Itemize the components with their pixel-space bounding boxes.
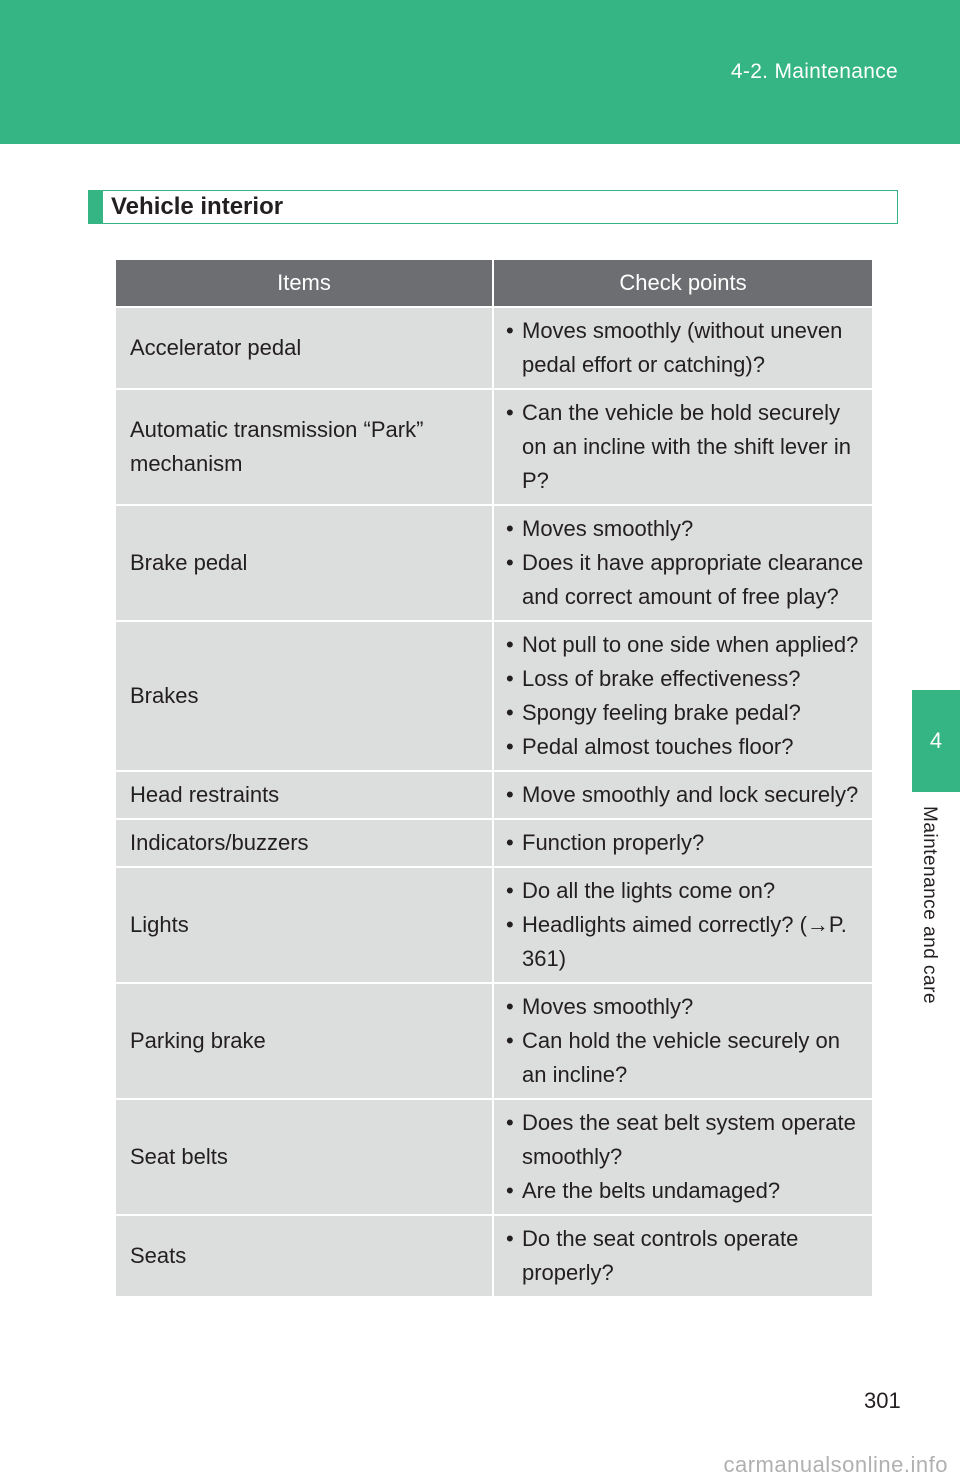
table-row	[116, 389, 872, 505]
item-cell: Parking brake	[116, 983, 493, 1099]
check-point: • Loss of brake effectiveness?	[506, 662, 866, 696]
table-row	[116, 819, 872, 867]
item-cell: Lights	[116, 867, 493, 983]
check-point: • Move smoothly and lock securely?	[506, 778, 866, 812]
check-points-cell	[493, 983, 872, 1099]
check-points-cell	[493, 505, 872, 621]
check-point: • Are the belts undamaged?	[506, 1174, 866, 1208]
chapter-label: Maintenance and care	[919, 806, 940, 1005]
check-point: • Spongy feeling brake pedal?	[506, 696, 866, 730]
column-header-items: Items	[116, 260, 493, 307]
check-point: • Do all the lights come on?	[506, 874, 866, 908]
heading-title: Vehicle interior	[111, 193, 284, 220]
check-points-cell	[493, 867, 872, 983]
check-point: • Can the vehicle be hold securely on an incline with the shift lever in P?	[506, 396, 866, 498]
table-row	[116, 307, 872, 389]
table-row	[116, 621, 872, 771]
check-points-cell	[493, 771, 872, 819]
item-cell: Accelerator pedal	[116, 307, 493, 389]
check-point: • Pedal almost touches floor?	[506, 730, 866, 764]
item-cell: Head restraints	[116, 771, 493, 819]
check-point: • Moves smoothly?	[506, 512, 866, 546]
page-number: 301	[864, 1388, 901, 1413]
header-bar	[0, 0, 960, 144]
heading-accent-bar	[89, 191, 103, 223]
check-points-cell	[493, 307, 872, 389]
check-points-cell	[493, 389, 872, 505]
check-points-cell	[493, 1099, 872, 1215]
check-point: • Function properly?	[506, 826, 866, 860]
section-title: 4-2. Maintenance	[730, 60, 898, 83]
table-row	[116, 867, 872, 983]
table-header-row	[116, 260, 872, 307]
item-cell: Indicators/buzzers	[116, 819, 493, 867]
table-row	[116, 771, 872, 819]
item-cell: Seat belts	[116, 1099, 493, 1215]
check-point: • Does it have appropriate clearance and correct amount of free play?	[506, 546, 866, 614]
table-row	[116, 505, 872, 621]
item-cell: Brakes	[116, 621, 493, 771]
table-row	[116, 1215, 872, 1296]
check-point: • Do the seat controls operate properly?	[506, 1222, 866, 1290]
check-point: • Headlights aimed correctly? (→P. 361)	[506, 908, 866, 976]
check-point: • Does the seat belt system operate smoothly?	[506, 1106, 866, 1174]
table-row	[116, 983, 872, 1099]
column-header-check-points: Check points	[493, 260, 872, 307]
watermark: carmanualsonline.info	[723, 1452, 948, 1477]
item-cell: Seats	[116, 1215, 493, 1296]
chapter-tab[interactable]: 4	[912, 690, 960, 792]
check-points-cell	[493, 1215, 872, 1296]
check-point: • Moves smoothly (without uneven pedal effort or catching)?	[506, 314, 866, 382]
check-points-cell	[493, 819, 872, 867]
section-heading	[88, 190, 898, 224]
check-point: • Can hold the vehicle securely on an incline?	[506, 1024, 866, 1092]
check-point: • Moves smoothly?	[506, 990, 866, 1024]
table-row	[116, 1099, 872, 1215]
check-point: • Not pull to one side when applied?	[506, 628, 866, 662]
check-table	[116, 260, 872, 1296]
item-cell: Automatic transmission “Park” mechanism	[116, 389, 493, 505]
item-cell: Brake pedal	[116, 505, 493, 621]
check-points-cell	[493, 621, 872, 771]
